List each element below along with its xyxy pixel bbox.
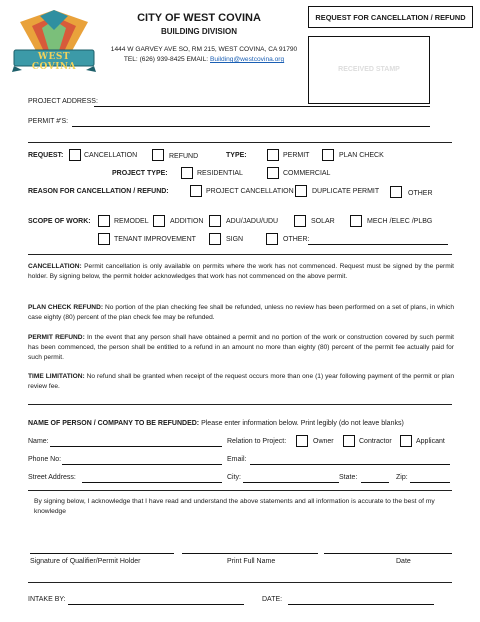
duplicate-permit-checkbox[interactable]	[295, 185, 307, 197]
policy-text: No portion of the plan checking fee shall be refunded, unless no review has been performed on a set of plans, in which case eighty (80) percent of the plan check fee may be refunded.	[28, 304, 454, 322]
refund-checkbox[interactable]	[152, 149, 164, 161]
phone-field[interactable]	[62, 464, 222, 465]
owner-checkbox[interactable]	[296, 435, 308, 447]
contractor-checkbox[interactable]	[343, 435, 355, 447]
adu-label: ADU/JADU/UDU	[226, 218, 279, 225]
acknowledgement-text: By signing below, I acknowledge that I have read and understand the above statements and all information is accurate to the best of my knowledge	[34, 498, 435, 516]
refund-person-instruction: Please enter information below. Print legibly (do not leave blanks)	[201, 420, 404, 427]
zip-field[interactable]	[410, 482, 450, 483]
tel-text: TEL: (626) 939-8425 EMAIL:	[123, 56, 209, 63]
logo-text: WEST COVINA	[31, 52, 77, 72]
refund-label: REFUND	[169, 153, 199, 160]
owner-label: Owner	[313, 438, 334, 445]
sign-checkbox[interactable]	[209, 233, 221, 245]
type-label: TYPE:	[226, 152, 247, 159]
policy-cancellation	[28, 262, 454, 282]
remodel-checkbox[interactable]	[98, 215, 110, 227]
street-label: Street Address:	[28, 474, 76, 481]
scope-label: SCOPE OF WORK:	[28, 218, 91, 225]
city-title: CITY OF WEST COVINA	[137, 12, 261, 24]
phone-label: Phone No:	[28, 456, 62, 463]
section-divider-2	[28, 254, 452, 255]
plan-check-label: PLAN CHECK	[339, 152, 384, 159]
intake-date-field[interactable]	[288, 604, 434, 605]
project-address-label: PROJECT ADDRESS:	[28, 98, 98, 105]
policy-title: CANCELLATION:	[28, 263, 82, 270]
section-divider-4	[28, 490, 452, 491]
refund-person-heading: NAME OF PERSON / COMPANY TO BE REFUNDED:	[28, 420, 200, 427]
received-stamp-label: RECEIVED STAMP	[338, 66, 400, 73]
permits-field[interactable]	[72, 126, 430, 127]
email-link[interactable]: Building@westcovina.org	[210, 56, 285, 63]
office-address: 1444 W GARVEY AVE SO, RM 215, WEST COVINA, CA 91790	[110, 46, 298, 53]
solar-checkbox[interactable]	[294, 215, 306, 227]
contact-line	[104, 56, 304, 63]
name-label: Name:	[28, 438, 49, 445]
tenant-checkbox[interactable]	[98, 233, 110, 245]
duplicate-permit-label: DUPLICATE PERMIT	[312, 188, 380, 195]
tenant-label: TENANT IMPROVEMENT	[114, 236, 196, 243]
cancellation-label: CANCELLATION	[84, 152, 138, 159]
reason-other-label: OTHER	[408, 190, 433, 197]
city-field[interactable]	[243, 482, 339, 483]
refund-person-heading-row	[28, 420, 404, 427]
policy-permit-refund	[28, 333, 454, 364]
adu-checkbox[interactable]	[209, 215, 221, 227]
policy-text: Permit cancellation is only available on permits where the work has not commenced. Request must be signed by the permit holder. By signing below, the permit holder acknowledges that work has not commenced on the above permit.	[28, 263, 454, 281]
policy-title: TIME LIMITATION:	[28, 373, 85, 380]
signature-qualifier-label: Signature of Qualifier/Permit Holder	[30, 558, 141, 565]
permit-checkbox[interactable]	[267, 149, 279, 161]
intake-by-label: INTAKE BY:	[28, 596, 66, 603]
addition-checkbox[interactable]	[153, 215, 165, 227]
signature-qualifier-field[interactable]	[30, 553, 174, 554]
section-divider-3	[28, 404, 452, 405]
project-address-field[interactable]	[94, 106, 430, 107]
addition-label: ADDITION	[170, 218, 204, 225]
form-title-box	[308, 6, 473, 28]
signature-date-label: Date	[396, 558, 411, 565]
division-title: BUILDING DIVISION	[160, 27, 237, 36]
print-name-field[interactable]	[182, 553, 318, 554]
project-cancellation-label: PROJECT CANCELLATION	[206, 188, 294, 195]
solar-label: SOLAR	[311, 218, 335, 225]
reason-other-checkbox[interactable]	[390, 186, 402, 198]
print-name-label: Print Full Name	[227, 558, 276, 565]
received-stamp-box	[308, 36, 430, 104]
street-field[interactable]	[82, 482, 222, 483]
policy-time-limitation	[28, 372, 454, 392]
residential-checkbox[interactable]	[181, 167, 193, 179]
remodel-label: REMODEL	[114, 218, 149, 225]
name-field[interactable]	[50, 446, 222, 447]
request-label: REQUEST:	[28, 152, 64, 159]
zip-label: Zip:	[396, 474, 408, 481]
scope-other-field[interactable]	[308, 244, 448, 245]
mech-checkbox[interactable]	[350, 215, 362, 227]
intake-by-field[interactable]	[68, 604, 244, 605]
contractor-label: Contractor	[359, 438, 392, 445]
plan-check-checkbox[interactable]	[322, 149, 334, 161]
commercial-checkbox[interactable]	[267, 167, 279, 179]
residential-label: RESIDENTIAL	[197, 170, 243, 177]
project-cancellation-checkbox[interactable]	[190, 185, 202, 197]
form-title: REQUEST FOR CANCELLATION / REFUND	[315, 13, 466, 22]
permits-label: PERMIT #'S:	[28, 118, 69, 125]
policy-title: PERMIT REFUND:	[28, 334, 85, 341]
policy-text: In the event that any person shall have obtained a permit and no portion of the work or construction covered by such permit has been commenced, the person shall be entitled to a refund in an amount no more than eighty (80) percent of the permit fee actually paid for such permit.	[28, 334, 454, 362]
signature-date-field[interactable]	[324, 553, 452, 554]
permit-label: PERMIT	[283, 152, 310, 159]
scope-other-checkbox[interactable]	[266, 233, 278, 245]
email-label: Email:	[227, 456, 247, 463]
sign-label: SIGN	[226, 236, 244, 243]
mech-label: MECH /ELEC /PLBG	[367, 218, 433, 225]
scope-other-label: OTHER:	[283, 236, 310, 243]
applicant-checkbox[interactable]	[400, 435, 412, 447]
city-label: City:	[227, 474, 241, 481]
section-divider-5	[28, 582, 452, 583]
cancellation-checkbox[interactable]	[69, 149, 81, 161]
project-type-label: PROJECT TYPE:	[112, 170, 168, 177]
relation-label: Relation to Project:	[227, 438, 287, 445]
commercial-label: COMMERCIAL	[283, 170, 331, 177]
policy-title: PLAN CHECK REFUND:	[28, 304, 104, 311]
reason-label: REASON FOR CANCELLATION / REFUND:	[28, 188, 169, 195]
applicant-label: Applicant	[416, 438, 445, 445]
state-label: State:	[339, 474, 358, 481]
state-field[interactable]	[361, 482, 389, 483]
section-divider	[28, 142, 452, 143]
intake-date-label: DATE:	[262, 596, 283, 603]
policy-plan-check-refund	[28, 303, 454, 323]
email-field[interactable]	[250, 464, 450, 465]
policy-text: No refund shall be granted when receipt of the request occurs more than one (1) year following payment of the permit or plan review fee.	[28, 373, 455, 391]
city-logo	[10, 8, 98, 74]
